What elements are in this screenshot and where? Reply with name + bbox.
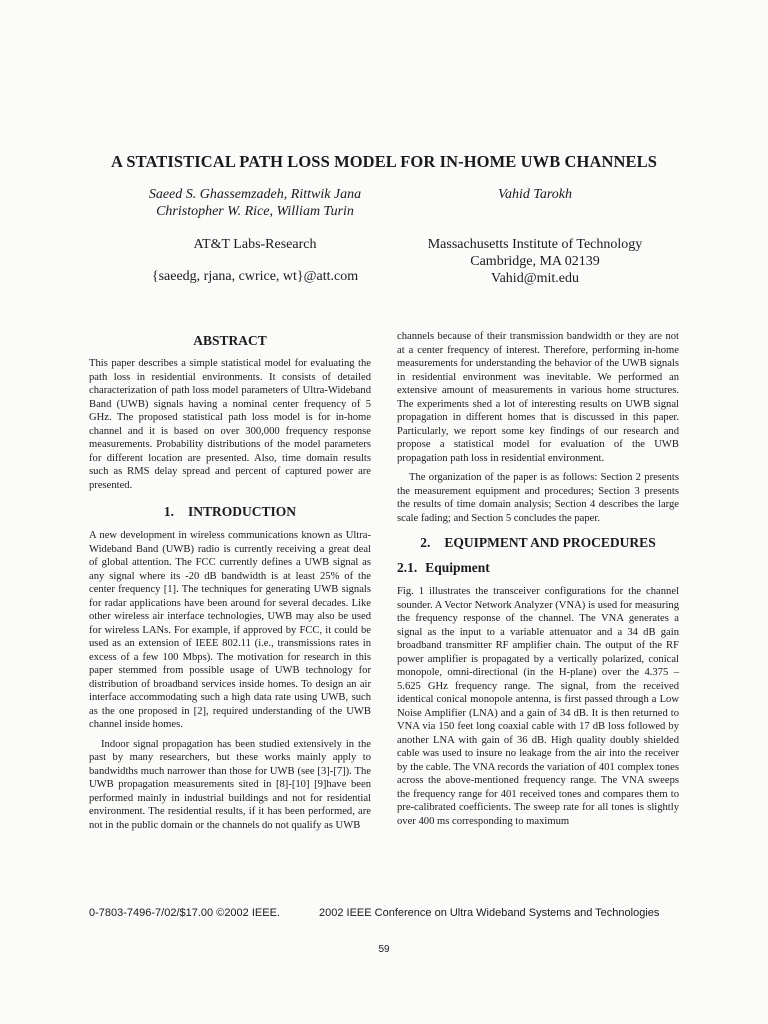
right-column — [397, 330, 679, 828]
subsection-2-1-heading — [397, 560, 679, 576]
authors-left-line1: Saeed S. Ghassemzadeh, Rittwik Jana — [148, 187, 362, 202]
intro-paragraph-2: Indoor signal propagation has been studied extensively in the past by many researchers, but these works mainly apply to bandwidths much narrower than those for UWB (see [3]-[7]). The UWB propagation measurements sited in [8]-[10] [9]have been performed mainly in industrial buildings and not for residential environment. The residential results, if it has been performed, are not in the public domain or the channels do not qualify as UWB — [89, 738, 371, 831]
copyright-notice: 0-7803-7496-7/02/$17.00 ©2002 IEEE. — [89, 907, 280, 919]
email-left: {saeedg, rjana, cwrice, wt}@att.com — [151, 269, 359, 284]
affiliation-left: AT&T Labs-Research — [193, 237, 317, 252]
conference-name: 2002 IEEE Conference on Ultra Wideband Systems and Technologies — [319, 907, 660, 919]
author-right: Vahid Tarokh — [497, 187, 573, 202]
subsection-2-1-number: 2.1. — [397, 560, 418, 575]
affiliation-right-block — [380, 236, 690, 287]
equipment-paragraph: Fig. 1 illustrates the transceiver configurations for the channel sounder. A Vector Network Analyzer (VNA) is used for measuring the frequency response of the channel. The VNA generates a signal as the input to a variable attenuator and a 34 dB gain broadband transmitter RF amplifier chain. The output of the RF power amplifier is propagated by a vertically polarized, conical monopole, omni-directional (in the H-plane) over the 4.375 – 5.625 GHz frequency range. The signal, from the received identical conical monopole antenna, is first passed through a Low Noise Amplifier (LNA) and a gain of 34 dB. It is then returned to VNA via 150 feet long coaxial cable with 17 dB loss followed by another LNA with gain of 36 dB. High quality doubly shielded cable was used to insure no leakage from the air into the receiver by the cable. The VNA records the variation of 401 complex tones across the above-mentioned frequency range. The VNA sweeps the frequency range for 401 received tones and compares them to pre-calibrated coefficients. The sweep rate for all tones is slightly over 400 ms corresponding to maximum — [397, 586, 679, 827]
abstract-heading: ABSTRACT — [193, 333, 267, 348]
authors-left — [100, 186, 410, 220]
left-column — [89, 333, 371, 832]
page-number: 59 — [378, 944, 390, 955]
introduction-title: INTRODUCTION — [188, 504, 297, 519]
introduction-heading — [89, 504, 371, 520]
section2-heading — [397, 535, 679, 551]
affiliation-left-block — [100, 236, 410, 285]
introduction-number: 1. — [163, 504, 175, 519]
section2-title: EQUIPMENT AND PROCEDURES — [444, 535, 656, 550]
section2-number: 2. — [420, 535, 431, 550]
affiliation-right-line1: Massachusetts Institute of Technology — [427, 237, 643, 252]
authors-left-line2: Christopher W. Rice, William Turin — [156, 204, 354, 219]
intro-paragraph-4: The organization of the paper is as follows: Section 2 presents the measurement equipment and procedures; Section 3 presents the results of time domain analysis; Section 4 describes the large scale fading; and Section 5 concludes the paper. — [397, 472, 679, 524]
intro-paragraph-3: channels because of their transmission bandwidth or they are not at a center frequency of interest. Therefore, performing in-home measurements for understanding the behavior of the UWB signals in residential environment was inevitable. We performed an extensive amount of measurements in various home structures. The experiments shed a lot of interesting results on UWB signal propagation in different homes that is discussed in this paper. Particularly, we report some key findings of our research and propose a statistical model for evaluation of the UWB propagation path loss in residential environment. — [397, 331, 679, 464]
paper-title: A STATISTICAL PATH LOSS MODEL FOR IN-HOME UWB CHANNELS — [110, 152, 658, 171]
subsection-2-1-title: Equipment — [425, 560, 490, 575]
abstract-text: This paper describes a simple statistical model for evaluating the path loss in residential environments. It consists of detailed characterization of path loss model parameters of Ultra-Wideband Band (UWB) signals having a nominal center frequency of 5 GHz. The proposed statistical path loss model is for in-home channel and it is based on over 300,000 frequency response measurements. Probability distributions of the model parameters for different location are presented. Also, time domain results such as RMS delay spread and percent of captured power are presented. — [89, 358, 371, 491]
email-right: Vahid@mit.edu — [491, 271, 579, 286]
affiliation-right-line2: Cambridge, MA 02139 — [470, 254, 600, 269]
intro-paragraph-1: A new development in wireless communications known as Ultra-Wideband Band (UWB) radio is currently receiving a great deal of global attention. The FCC currently defines a UWB signal as any signal where its -20 dB bandwidth is at least 25% of the center frequency [1]. The techniques for generating UWB signals for radar applications have been around for several decades. Like other wireless air interface technologies, UWB may also be used for wireless LANs. For example, if approved by FCC, it could be used as an extension of IEEE 802.11 (i.e., transmissions rates in excess of a few 100 Mbps). The motivation for research in this paper stemmed from possible usage of UWB technology for distribution of broadband services inside homes. To design an air interface accommodating such a high data rate using UWB, such as the one proposed in [2], required understanding of the UWB channel inside homes. — [89, 530, 371, 730]
